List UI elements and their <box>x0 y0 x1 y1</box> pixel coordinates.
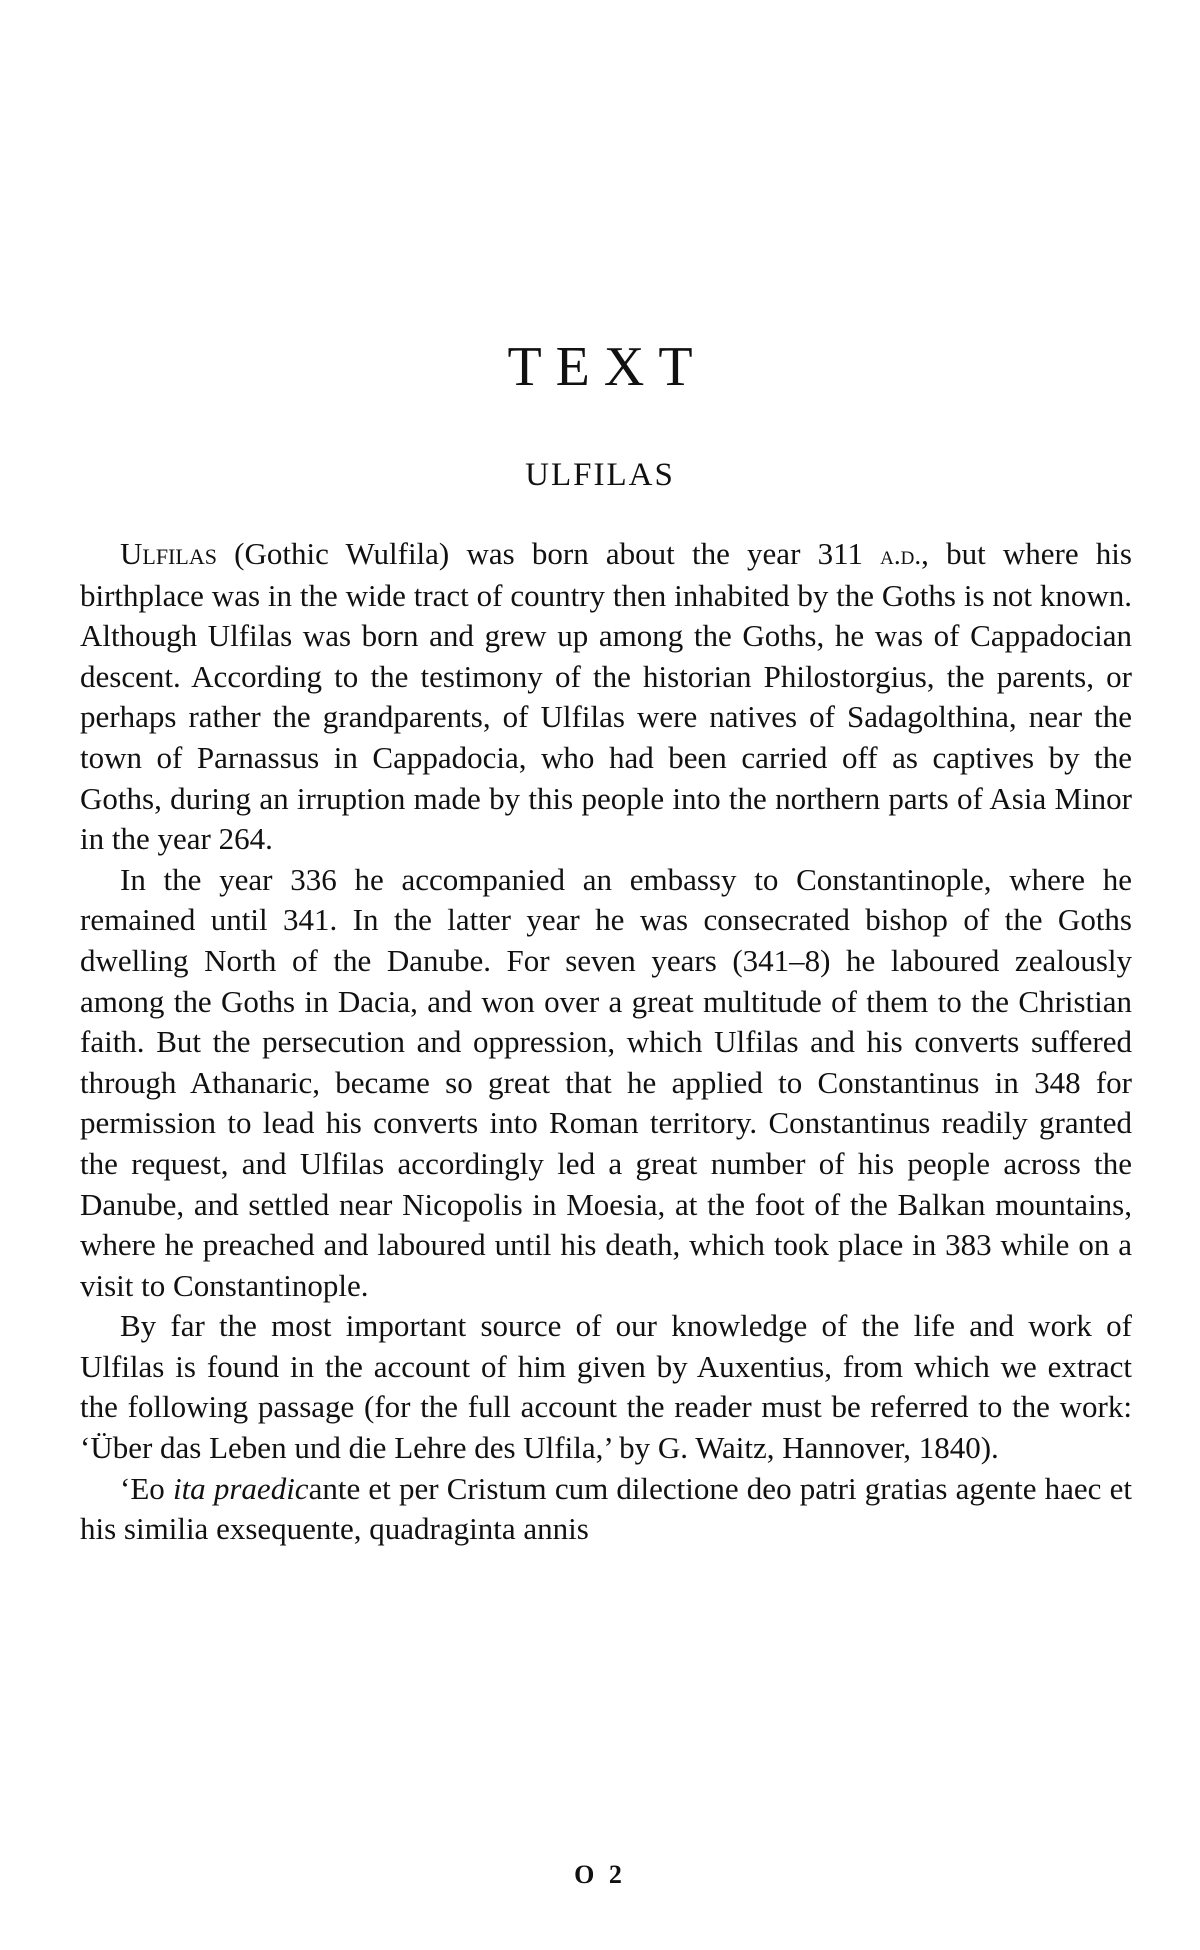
paragraph-1 <box>80 534 1132 860</box>
body-text <box>80 534 1132 1550</box>
paragraph-4-text-a: ‘Eo <box>120 1470 173 1506</box>
era-abbreviation: a.d. <box>880 540 922 570</box>
paragraph-1-text-b: , but where his birthplace was in the wide tract of country then inhabited by the Goths is not known. Although Ulfilas was born and grew up among the Goths, he was of Cappadocian descent. According to the testimony of the historian Philostorgius, the parents, or perhaps rather the grandparents, of Ulfilas were natives of Sadagolthina, near the town of Parnassus in Cappadocia, who had been carried off as captives by the Goths, during an irruption made by this people into the northern parts of Asia Minor in the year 264. <box>80 536 1132 857</box>
page-heading: TEXT <box>507 336 707 398</box>
paragraph-4-text-b: ante et per Cristum cum dilectione deo patri gratias agente haec et his similia exsequente, quadraginta annis <box>80 1470 1132 1547</box>
paragraph-2: In the year 336 he accompanied an embassy to Constantinople, where he remained until 341. In the latter year he was consecrated bishop of the Goths dwelling North of the Danube. For seven years (341–8) he laboured zealously among the Goths in Dacia, and won over a great multitude of them to the Christian faith. But the persecution and oppression, which Ulfilas and his converts suffered through Athanaric, became so great that he applied to Constantinus in 348 for permission to lead his converts into Roman territory. Constantinus readily granted the request, and Ulfilas accordingly led a great number of his people across the Danube, and settled near Nicopolis in Moesia, at the foot of the Balkan mountains, where he preached and laboured until his death, which took place in 383 while on a visit to Constantinople. <box>80 861 1132 1303</box>
paragraph-1-text-a: (Gothic Wulfila) was born about the year 311 <box>216 536 881 571</box>
section-title: ULFILAS <box>525 457 675 493</box>
paragraph-lead-name: Ulfilas <box>120 536 217 571</box>
page-signature: O 2 <box>574 1860 626 1889</box>
paragraph-3: By far the most important source of our knowledge of the life and work of Ulfilas is found in the account of him given by Auxentius, from which we extract the following passage (for the full account the reader must be referred to the work: ‘Über das Leben und die Lehre des Ulfila,’ by G. Waitz, Hannover, 1840). <box>80 1308 1132 1466</box>
paragraph-4-italic: ita praedic <box>172 1470 309 1506</box>
paragraph-4 <box>80 1469 1132 1550</box>
